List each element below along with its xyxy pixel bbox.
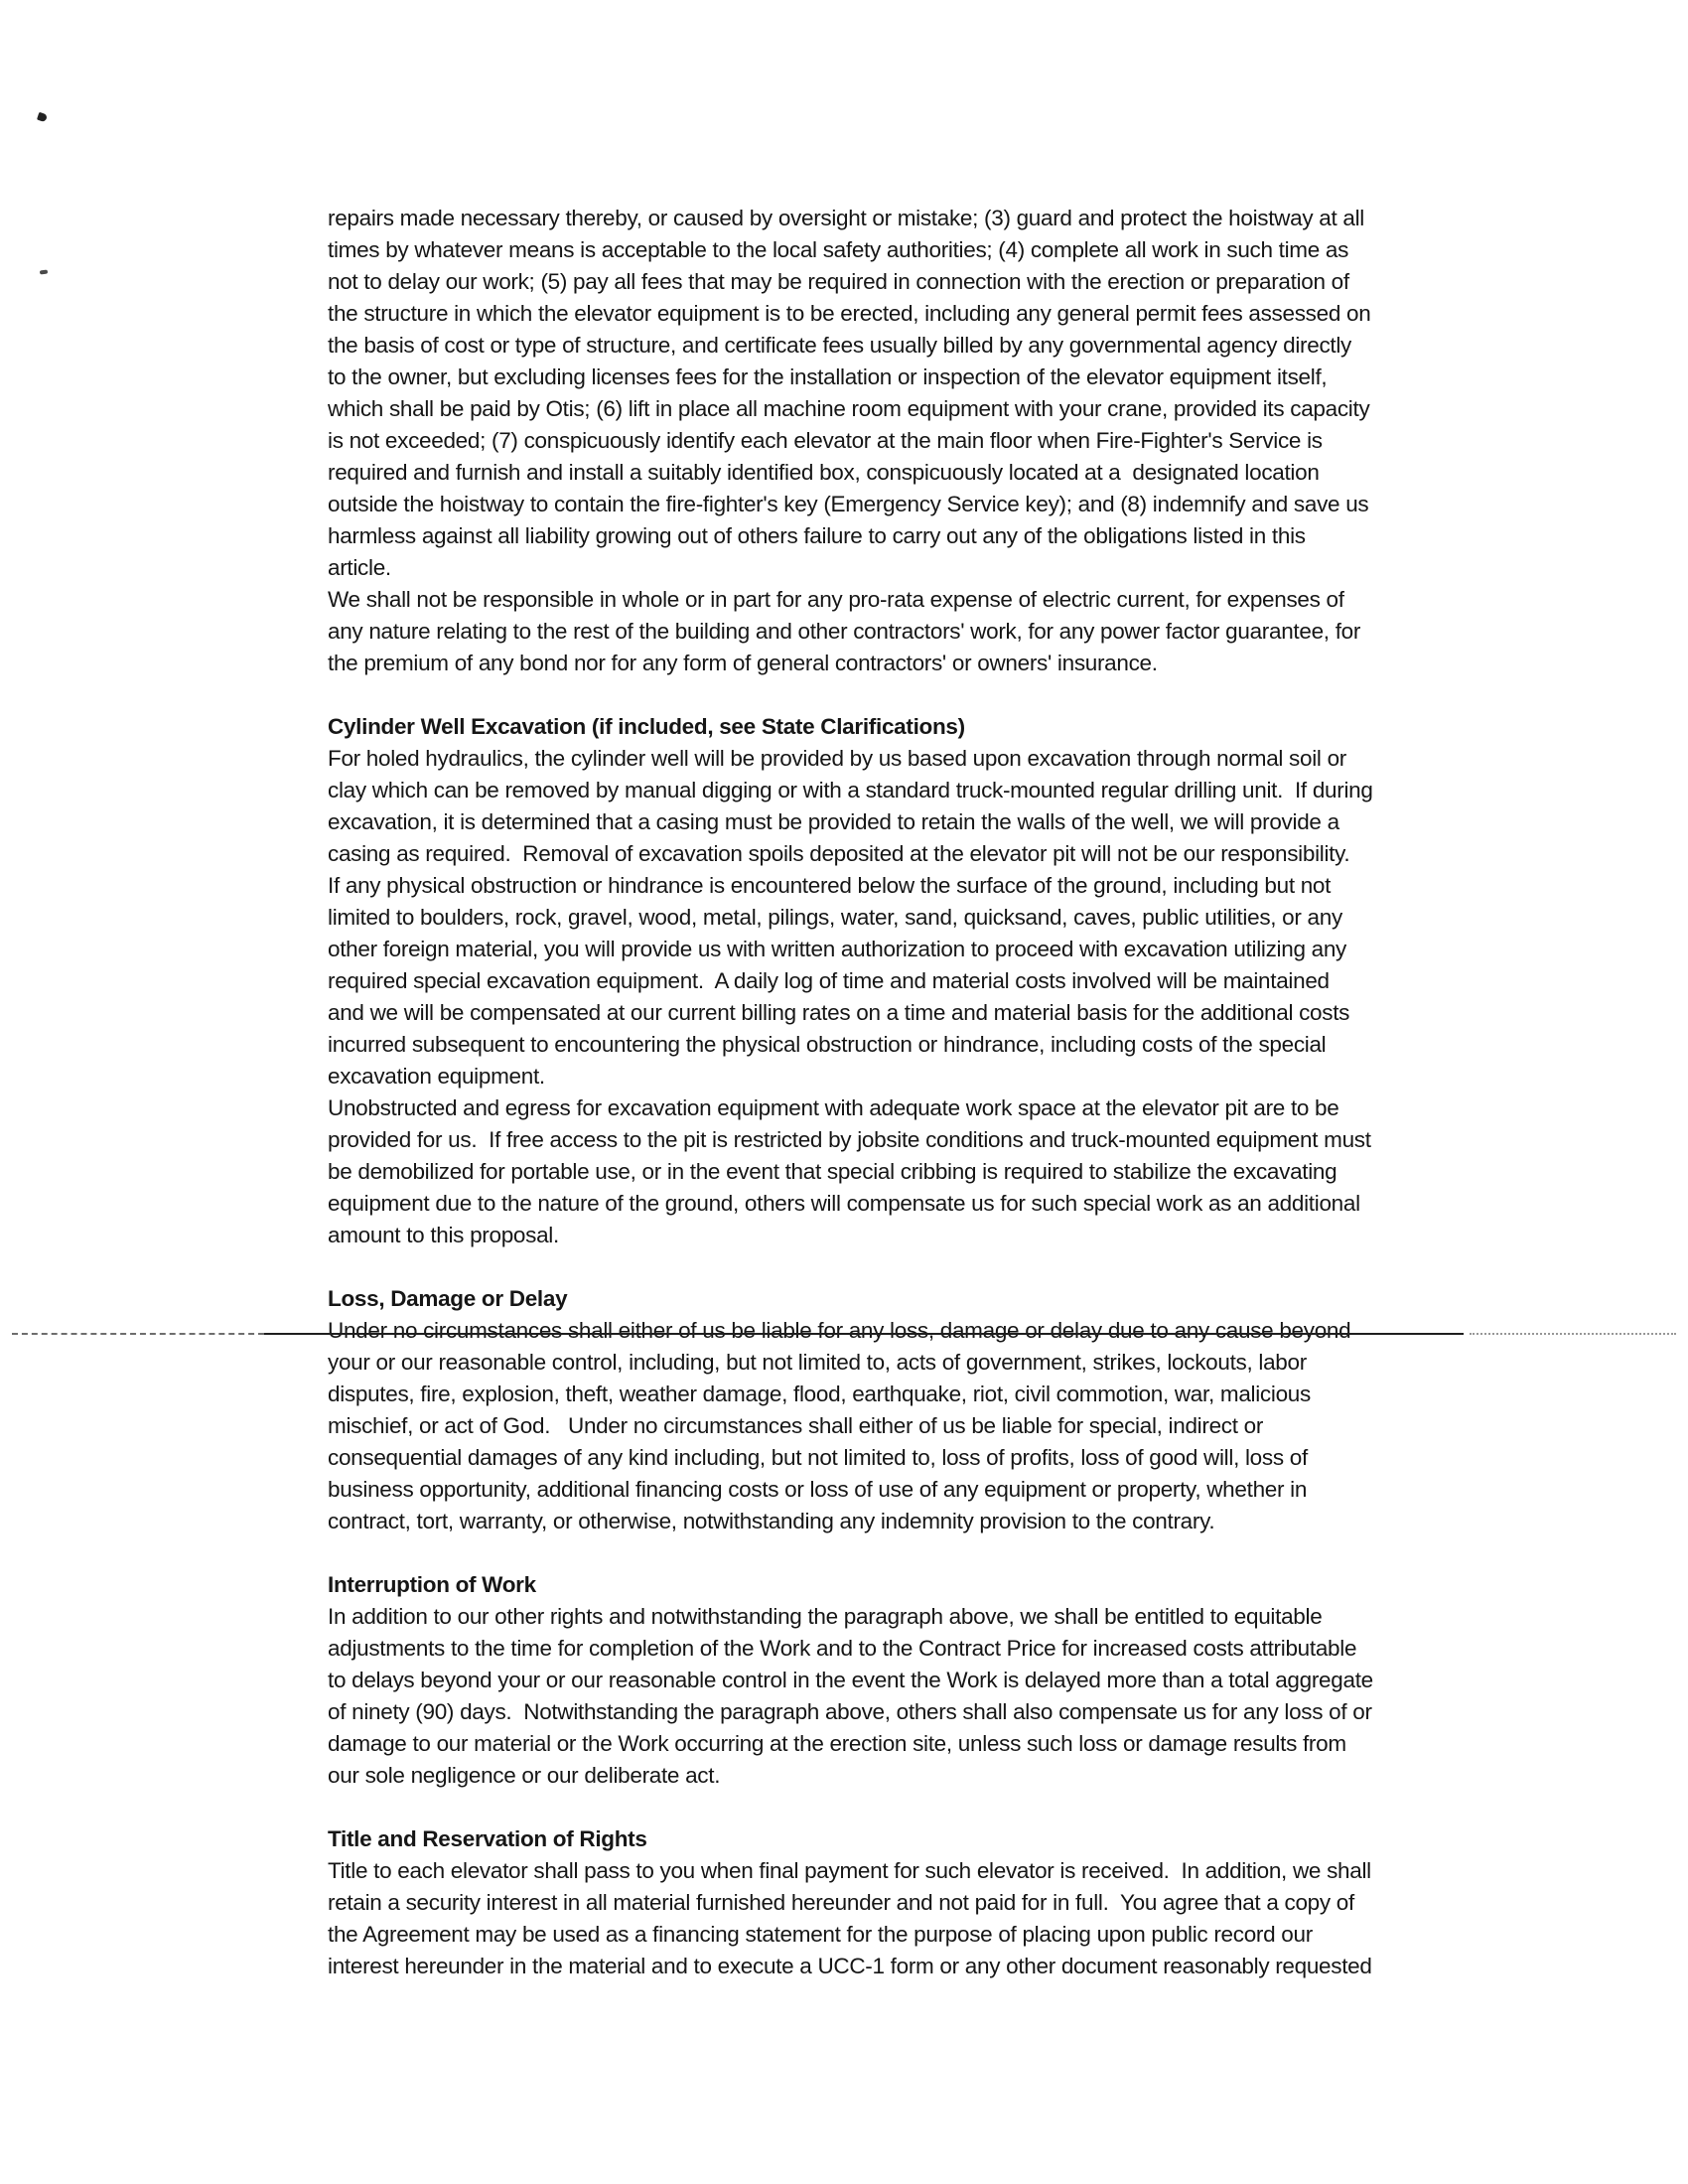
text-line: If any physical obstruction or hindrance is encountered below the surface of the ground, including but not [328, 873, 1332, 898]
text-line: Under no circumstances shall either of us be liable for any loss, damage or delay due to any cause beyond [328, 1318, 1351, 1343]
text-line: Unobstructed and egress for excavation equipment with adequate work space at the elevator pit are to be [328, 1095, 1339, 1120]
text-line: required and furnish and install a suitably identified box, conspicuously located at a designated location [328, 460, 1320, 485]
text-line: of ninety (90) days. Notwithstanding the paragraph above, others shall also compensate us for any loss of or [328, 1699, 1372, 1724]
text-line: For holed hydraulics, the cylinder well will be provided by us based upon excavation through normal soil or [328, 746, 1346, 771]
text-line: not to delay our work; (5) pay all fees that may be required in connection with the erection or preparation of [328, 269, 1349, 294]
text-line: is not exceeded; (7) conspicuously identify each elevator at the main floor when Fire-Fighter's Service is [328, 428, 1323, 453]
text-line: amount to this proposal. [328, 1223, 559, 1247]
text-line: equipment due to the nature of the ground, others will compensate us for such special work as an additional [328, 1191, 1360, 1216]
document-flow [328, 203, 1499, 1982]
text-line: the Agreement may be used as a financing statement for the purpose of placing upon public record our [328, 1922, 1313, 1947]
paragraph [328, 203, 1499, 584]
text-line: Title to each elevator shall pass to you when final payment for such elevator is received. In addition, we shall [328, 1858, 1371, 1883]
text-line: which shall be paid by Otis; (6) lift in place all machine room equipment with your crane, provided its capacity [328, 396, 1370, 421]
paragraph [328, 1092, 1499, 1251]
section-heading: Interruption of Work [328, 1572, 536, 1597]
text-line: required special excavation equipment. A daily log of time and material costs involved will be maintained [328, 968, 1330, 993]
scan-artifact-dashed-line-left [12, 1333, 264, 1335]
text-line: disputes, fire, explosion, theft, weather damage, flood, earthquake, riot, civil commotion, war, malicious [328, 1382, 1311, 1406]
text-line: any nature relating to the rest of the building and other contractors' work, for any power factor guarantee, for [328, 619, 1361, 644]
text-line: damage to our material or the Work occurring at the erection site, unless such loss or damage results from [328, 1731, 1346, 1756]
text-line: to delays beyond your or our reasonable control in the event the Work is delayed more than a total aggregate [328, 1668, 1373, 1692]
text-line: retain a security interest in all material furnished hereunder and not paid for in full. You agree that a copy of [328, 1890, 1354, 1915]
text-line: the premium of any bond nor for any form of general contractors' or owners' insurance. [328, 651, 1158, 675]
text-line: the structure in which the elevator equipment is to be erected, including any general permit fees assessed on [328, 301, 1371, 326]
text-line: the basis of cost or type of structure, and certificate fees usually billed by any governmental agency directly [328, 333, 1352, 358]
scan-speck [40, 269, 48, 274]
scan-speck [37, 112, 48, 122]
text-line: provided for us. If free access to the pit is restricted by jobsite conditions and truck-mounted equipment must [328, 1127, 1371, 1152]
text-line: to the owner, but excluding licenses fees for the installation or inspection of the elevator equipment itself, [328, 364, 1328, 389]
text-line: other foreign material, you will provide us with written authorization to proceed with excavation utilizing any [328, 937, 1346, 961]
paragraph [328, 584, 1499, 679]
text-line: casing as required. Removal of excavation spoils deposited at the elevator pit will not be our responsibility. [328, 841, 1350, 866]
paragraph [328, 743, 1499, 1092]
text-line: repairs made necessary thereby, or caused by oversight or mistake; (3) guard and protect the hoistway at all [328, 206, 1364, 230]
text-line: We shall not be responsible in whole or in part for any pro-rata expense of electric current, for expenses of [328, 587, 1344, 612]
text-line: limited to boulders, rock, gravel, wood, metal, pilings, water, sand, quicksand, caves, public utilities, or any [328, 905, 1342, 930]
text-line: incurred subsequent to encountering the physical obstruction or hindrance, including costs of the special [328, 1032, 1327, 1057]
text-line: consequential damages of any kind including, but not limited to, loss of profits, loss of good will, loss of [328, 1445, 1308, 1470]
text-line: adjustments to the time for completion of the Work and to the Contract Price for increased costs attributable [328, 1636, 1357, 1661]
text-line: contract, tort, warranty, or otherwise, notwithstanding any indemnity provision to the contrary. [328, 1509, 1215, 1533]
text-line: our sole negligence or our deliberate act. [328, 1763, 721, 1788]
paragraph [328, 1855, 1499, 1982]
scan-artifact-dashed-line-right [1470, 1333, 1676, 1335]
text-line: be demobilized for portable use, or in the event that special cribbing is required to stabilize the excavating [328, 1159, 1337, 1184]
text-line: mischief, or act of God. Under no circumstances shall either of us be liable for special, indirect or [328, 1413, 1264, 1438]
text-line: your or our reasonable control, including, but not limited to, acts of government, strikes, lockouts, labor [328, 1350, 1307, 1375]
paragraph [328, 1315, 1499, 1537]
text-line: outside the hoistway to contain the fire-fighter's key (Emergency Service key); and (8) indemnify and save us [328, 492, 1369, 516]
text-line: In addition to our other rights and notwithstanding the paragraph above, we shall be entitled to equitable [328, 1604, 1323, 1629]
text-line: harmless against all liability growing out of others failure to carry out any of the obligations listed in this [328, 523, 1306, 548]
section-heading: Title and Reservation of Rights [328, 1826, 647, 1851]
text-line: excavation, it is determined that a casing must be provided to retain the walls of the well, we will provide a [328, 809, 1339, 834]
text-line: excavation equipment. [328, 1064, 545, 1089]
section-heading: Loss, Damage or Delay [328, 1286, 568, 1311]
text-line: times by whatever means is acceptable to the local safety authorities; (4) complete all work in such time as [328, 237, 1349, 262]
text-line: clay which can be removed by manual digging or with a standard truck-mounted regular drilling unit. If during [328, 778, 1373, 802]
text-line: and we will be compensated at our current billing rates on a time and material basis for the additional costs [328, 1000, 1350, 1025]
text-line: article. [328, 555, 391, 580]
section-heading: Cylinder Well Excavation (if included, see State Clarifications) [328, 714, 965, 739]
paragraph [328, 1601, 1499, 1792]
text-line: interest hereunder in the material and to execute a UCC-1 form or any other document reasonably requested [328, 1954, 1372, 1978]
scan-artifact-strikethrough-line [264, 1333, 1464, 1335]
text-line: business opportunity, additional financing costs or loss of use of any equipment or property, whether in [328, 1477, 1308, 1502]
